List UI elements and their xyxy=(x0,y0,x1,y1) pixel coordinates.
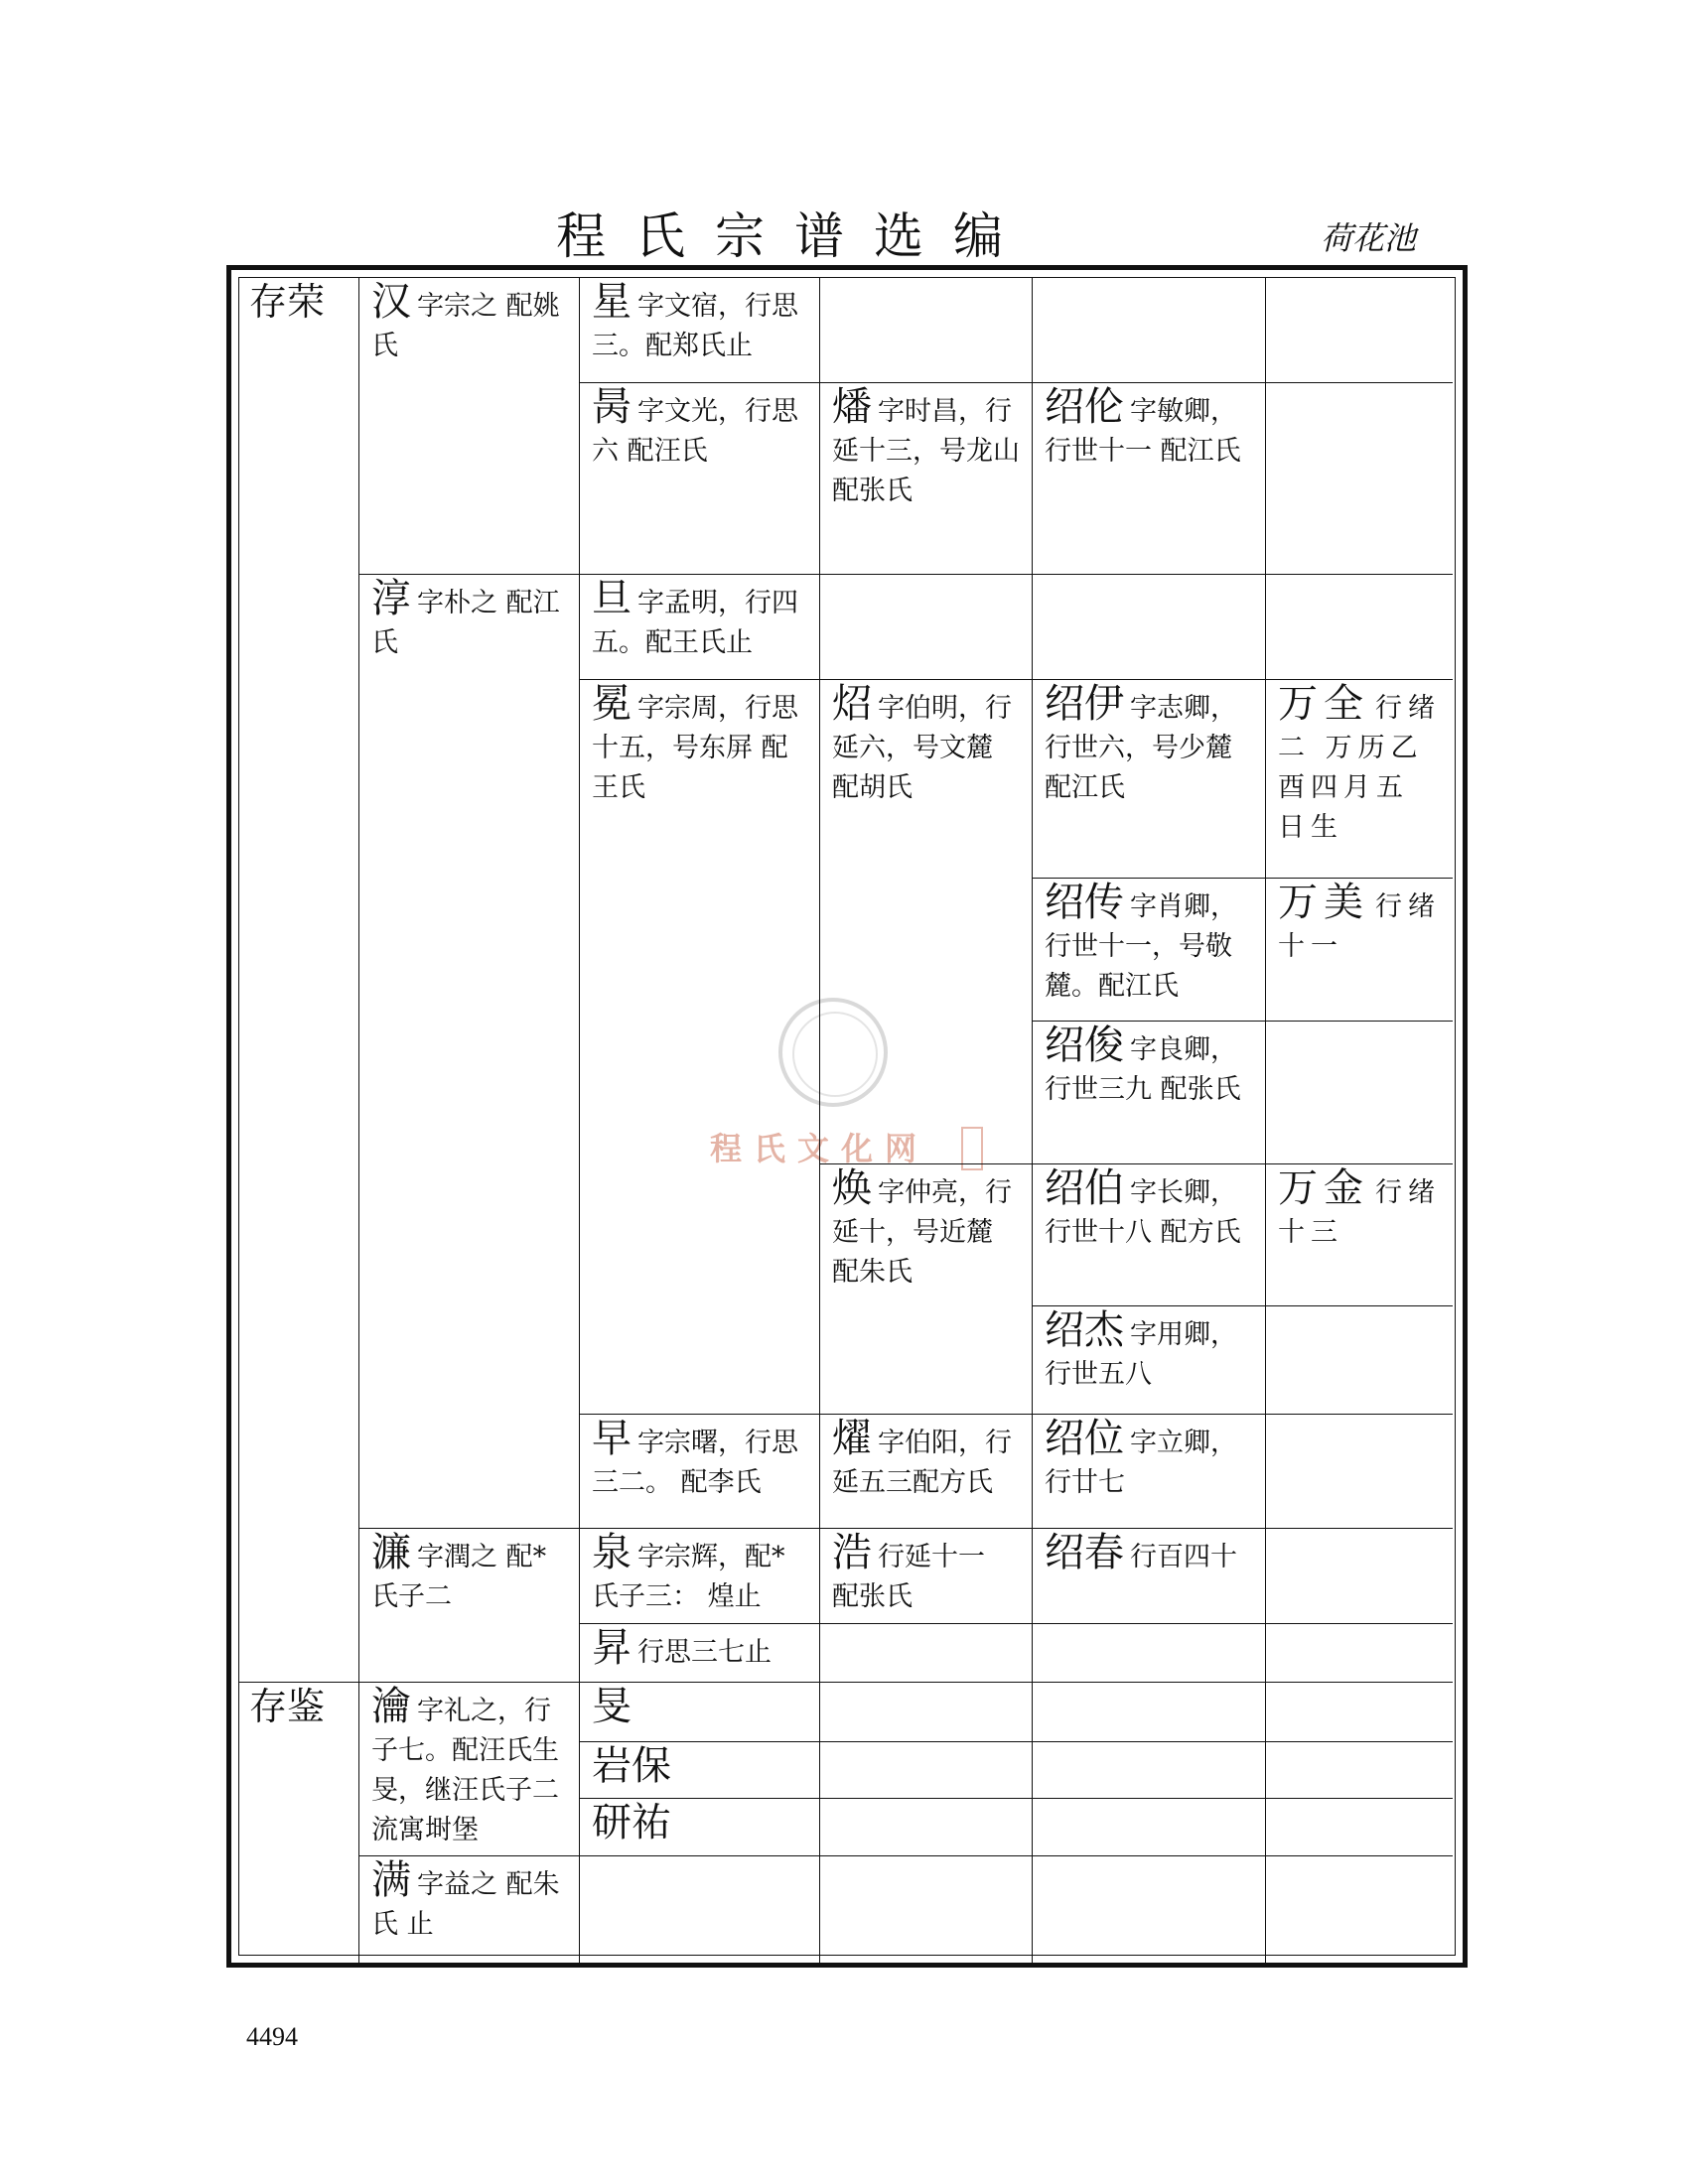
entry-name: 旻 xyxy=(592,1684,632,1729)
entry-name: 绍位 xyxy=(1045,1416,1124,1461)
entry-cell xyxy=(1265,878,1453,1021)
empty-cell xyxy=(819,278,1032,382)
watermark-text: 程氏文化网 xyxy=(710,1130,929,1167)
entry-text: 字宗之 配姚氏 xyxy=(371,291,560,361)
empty-cell xyxy=(579,1855,819,1967)
entry-name: 岩保 xyxy=(592,1743,671,1789)
entry-cell xyxy=(1032,382,1265,574)
entry-cell xyxy=(1032,1305,1265,1414)
entry-text: 行绪十一 xyxy=(1278,891,1441,962)
generation-cell xyxy=(239,1682,358,1967)
entry-cell xyxy=(579,1741,819,1798)
page-number: 4494 xyxy=(246,2022,298,2051)
entry-cell xyxy=(579,1414,819,1528)
entry-name: 炤 xyxy=(832,681,872,727)
entry-name: 万美 xyxy=(1278,880,1369,925)
empty-cell xyxy=(1265,1798,1453,1855)
empty-cell xyxy=(1265,1741,1453,1798)
empty-cell xyxy=(1265,1855,1453,1967)
entry-cell xyxy=(358,574,579,1528)
entry-name: 研祐 xyxy=(592,1800,671,1845)
empty-cell xyxy=(1032,278,1265,382)
entry-text: 字伯阳，行延五三配方氏 xyxy=(832,1428,1012,1498)
empty-cell xyxy=(1265,574,1453,679)
entry-cell xyxy=(819,1414,1032,1528)
empty-cell xyxy=(1265,1682,1453,1741)
entry-name: 绍俊 xyxy=(1045,1023,1124,1068)
entry-name: 绍传 xyxy=(1045,880,1124,925)
entry-cell xyxy=(1032,1163,1265,1305)
empty-cell xyxy=(1032,1682,1265,1741)
entry-cell xyxy=(579,1798,819,1855)
generation-cell xyxy=(239,278,358,1682)
entry-name: 昇 xyxy=(592,1625,632,1671)
empty-cell xyxy=(1032,574,1265,679)
entry-text: 字志卿，行世六，号少麓 配江氏 xyxy=(1045,693,1237,803)
entry-cell xyxy=(1265,1163,1453,1305)
entry-name: 早 xyxy=(592,1416,632,1461)
empty-cell xyxy=(1265,1414,1453,1528)
entry-name: 绍伦 xyxy=(1045,384,1124,430)
entry-text: 字文宿，行思三。配郑氏止 xyxy=(592,291,798,361)
empty-cell xyxy=(1032,1623,1265,1682)
entry-name: 汉 xyxy=(371,279,411,325)
empty-cell xyxy=(1032,1855,1265,1967)
entry-cell xyxy=(1032,1021,1265,1163)
entry-cell xyxy=(358,1528,579,1682)
entry-name: 万金 xyxy=(1278,1165,1369,1211)
generation-label: 存荣 xyxy=(249,280,326,324)
entry-text: 字伯明，行延六，号文麓 配胡氏 xyxy=(832,693,1012,803)
entry-name: 万全 xyxy=(1278,681,1369,727)
genealogy-table-frame xyxy=(226,265,1468,1968)
empty-cell xyxy=(1265,1021,1453,1163)
entry-cell xyxy=(819,382,1032,574)
empty-cell xyxy=(1265,278,1453,382)
entry-cell xyxy=(1032,1528,1265,1623)
entry-text: 字朴之 配江氏 xyxy=(371,588,560,658)
generation-label: 存鉴 xyxy=(249,1685,326,1728)
entry-text: 行绪二 万历乙酉四月五日生 xyxy=(1278,693,1441,843)
entry-cell xyxy=(579,382,819,574)
entry-text: 字宗周，行思十五，号东屏 配王氏 xyxy=(592,693,798,803)
entry-text: 字潤之 配*氏子二 xyxy=(371,1542,547,1612)
entry-name: 绍杰 xyxy=(1045,1307,1124,1353)
entry-name: 满 xyxy=(371,1857,411,1903)
empty-cell xyxy=(819,1741,1032,1798)
entry-cell xyxy=(819,679,1032,1163)
entry-name: 瀹 xyxy=(371,1684,411,1729)
entry-cell xyxy=(358,1855,579,1967)
empty-cell xyxy=(1032,1741,1265,1798)
entry-cell xyxy=(579,1528,819,1623)
empty-cell xyxy=(819,1623,1032,1682)
entry-cell xyxy=(1032,878,1265,1021)
entry-cell xyxy=(579,1623,819,1682)
entry-name: 旦 xyxy=(592,576,632,621)
page-title: 程氏宗谱选编 xyxy=(556,207,1033,265)
entry-name: 濂 xyxy=(371,1530,411,1575)
entry-cell xyxy=(579,679,819,1414)
entry-text: 字礼之，行子七。配汪氏生旻，继汪氏子二 流寓埘堡 xyxy=(371,1696,559,1845)
entry-cell xyxy=(579,278,819,382)
branch-name: 荷花池 xyxy=(1321,219,1417,257)
empty-cell xyxy=(1265,1528,1453,1623)
entry-name: 浩 xyxy=(832,1530,872,1575)
empty-cell xyxy=(819,1798,1032,1855)
entry-name: 绍春 xyxy=(1045,1530,1124,1575)
entry-text: 行延十一 配张氏 xyxy=(832,1542,985,1612)
empty-cell xyxy=(819,1855,1032,1967)
genealogy-table xyxy=(238,277,1456,1956)
entry-cell xyxy=(358,1682,579,1855)
entry-cell xyxy=(819,1163,1032,1414)
entry-name: 绍伯 xyxy=(1045,1165,1124,1211)
entry-name: 焕 xyxy=(832,1165,872,1211)
entry-cell xyxy=(579,1682,819,1741)
entry-text: 字肖卿，行世十一，号敬麓。配江氏 xyxy=(1045,891,1237,1002)
entry-name: 冕 xyxy=(592,681,632,727)
entry-text: 字时昌，行延十三，号龙山 配张氏 xyxy=(832,396,1020,506)
entry-cell xyxy=(579,574,819,679)
entry-text: 字用卿，行世五八 xyxy=(1045,1319,1237,1390)
entry-cell xyxy=(358,278,579,574)
empty-cell xyxy=(1265,1305,1453,1414)
entry-text: 行百四十 xyxy=(1130,1542,1237,1572)
entry-name: 淳 xyxy=(371,576,411,621)
entry-text: 字仲亮，行延十，号近麓 配朱氏 xyxy=(832,1177,1012,1288)
entry-cell xyxy=(819,1528,1032,1623)
entry-name: 泉 xyxy=(592,1530,632,1575)
entry-text: 字宗曙，行思三二。 配李氏 xyxy=(592,1428,798,1498)
entry-text: 字敏卿，行世十一 配江氏 xyxy=(1045,396,1241,467)
entry-name: 燿 xyxy=(832,1416,872,1461)
empty-cell xyxy=(819,1682,1032,1741)
entry-text: 字孟明，行四五。配王氏止 xyxy=(592,588,798,658)
entry-text: 行绪十三 xyxy=(1278,1177,1441,1248)
entry-name: 燔 xyxy=(832,384,872,430)
entry-text: 字文光，行思六 配汪氏 xyxy=(592,396,798,467)
entry-text: 字长卿，行世十八 配方氏 xyxy=(1045,1177,1241,1248)
entry-name: 绍伊 xyxy=(1045,681,1124,727)
entry-text: 字宗辉，配*氏子三： 煌止 xyxy=(592,1542,785,1612)
empty-cell xyxy=(1265,382,1453,574)
entry-text: 字益之 配朱氏 止 xyxy=(371,1869,560,1940)
empty-cell xyxy=(1265,1623,1453,1682)
entry-name: 昺 xyxy=(592,384,632,430)
entry-name: 星 xyxy=(592,279,632,325)
empty-cell xyxy=(1032,1798,1265,1855)
entry-text: 字良卿，行世三九 配张氏 xyxy=(1045,1034,1241,1105)
entry-cell xyxy=(1032,1414,1265,1528)
entry-cell xyxy=(1032,679,1265,878)
entry-text: 行思三七止 xyxy=(637,1637,772,1668)
entry-cell xyxy=(1265,679,1453,878)
empty-cell xyxy=(819,574,1032,679)
entry-text: 字立卿，行廿七 xyxy=(1045,1428,1237,1498)
